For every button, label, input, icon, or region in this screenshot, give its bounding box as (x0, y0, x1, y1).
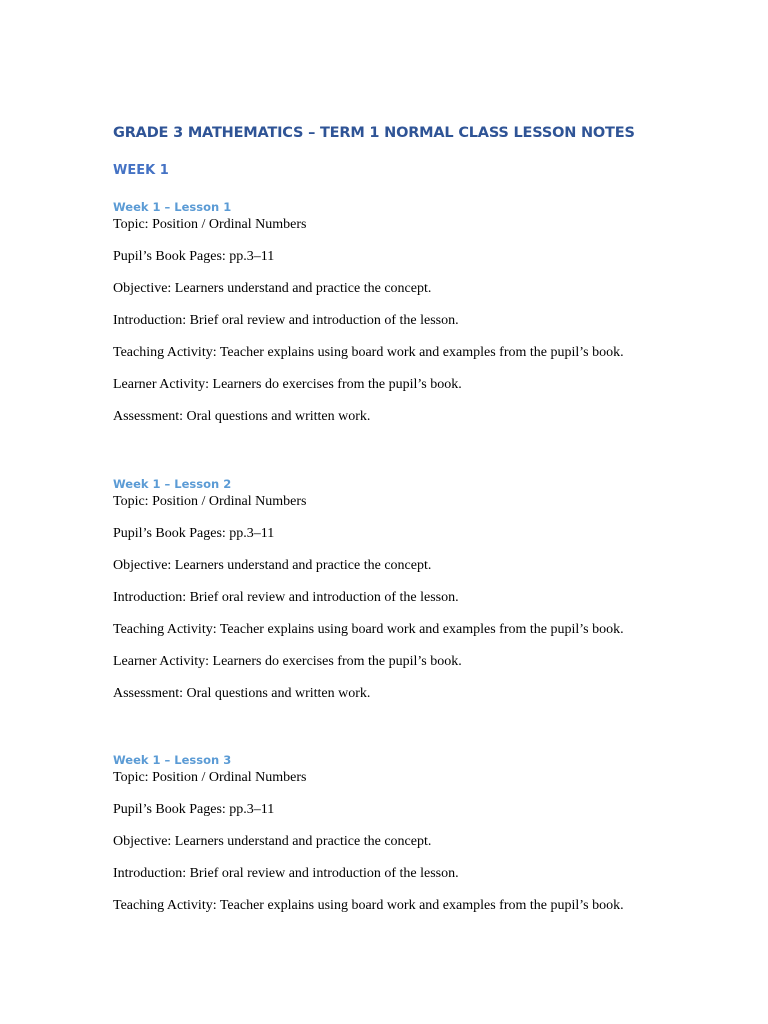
lesson-pages: Pupil’s Book Pages: pp.3–11 (113, 249, 275, 264)
lesson-introduction: Introduction: Brief oral review and introduction of the lesson. (113, 590, 459, 605)
lesson-teaching-activity: Teaching Activity: Teacher explains using board work and examples from the pupil’s book. (113, 622, 624, 637)
lesson-objective: Objective: Learners understand and practice the concept. (113, 281, 432, 296)
lesson-heading: Week 1 – Lesson 3 (113, 753, 232, 767)
lesson-section-1 (113, 198, 733, 440)
lesson-heading: Week 1 – Lesson 1 (113, 200, 232, 214)
lesson-learner-activity: Learner Activity: Learners do exercises from the pupil’s book. (113, 654, 462, 669)
lesson-objective: Objective: Learners understand and practice the concept. (113, 558, 432, 573)
lesson-assessment: Assessment: Oral questions and written work. (113, 686, 371, 701)
lesson-topic: Topic: Position / Ordinal Numbers (113, 494, 307, 509)
lesson-teaching-activity: Teaching Activity: Teacher explains using board work and examples from the pupil’s book. (113, 898, 624, 913)
lesson-introduction: Introduction: Brief oral review and introduction of the lesson. (113, 866, 459, 881)
lesson-section-2 (113, 475, 733, 717)
lesson-heading: Week 1 – Lesson 2 (113, 477, 232, 491)
lesson-teaching-activity: Teaching Activity: Teacher explains using board work and examples from the pupil’s book. (113, 345, 624, 360)
lesson-pages: Pupil’s Book Pages: pp.3–11 (113, 526, 275, 541)
lesson-objective: Objective: Learners understand and practice the concept. (113, 834, 432, 849)
lesson-topic: Topic: Position / Ordinal Numbers (113, 217, 307, 232)
document-title: GRADE 3 MATHEMATICS – TERM 1 NORMAL CLASS LESSON NOTES (113, 125, 635, 141)
week-heading: WEEK 1 (113, 163, 169, 178)
lesson-pages: Pupil’s Book Pages: pp.3–11 (113, 802, 275, 817)
lesson-introduction: Introduction: Brief oral review and introduction of the lesson. (113, 313, 459, 328)
lesson-learner-activity: Learner Activity: Learners do exercises from the pupil’s book. (113, 377, 462, 392)
lesson-topic: Topic: Position / Ordinal Numbers (113, 770, 307, 785)
lesson-section-3 (113, 751, 733, 929)
lesson-assessment: Assessment: Oral questions and written work. (113, 409, 371, 424)
